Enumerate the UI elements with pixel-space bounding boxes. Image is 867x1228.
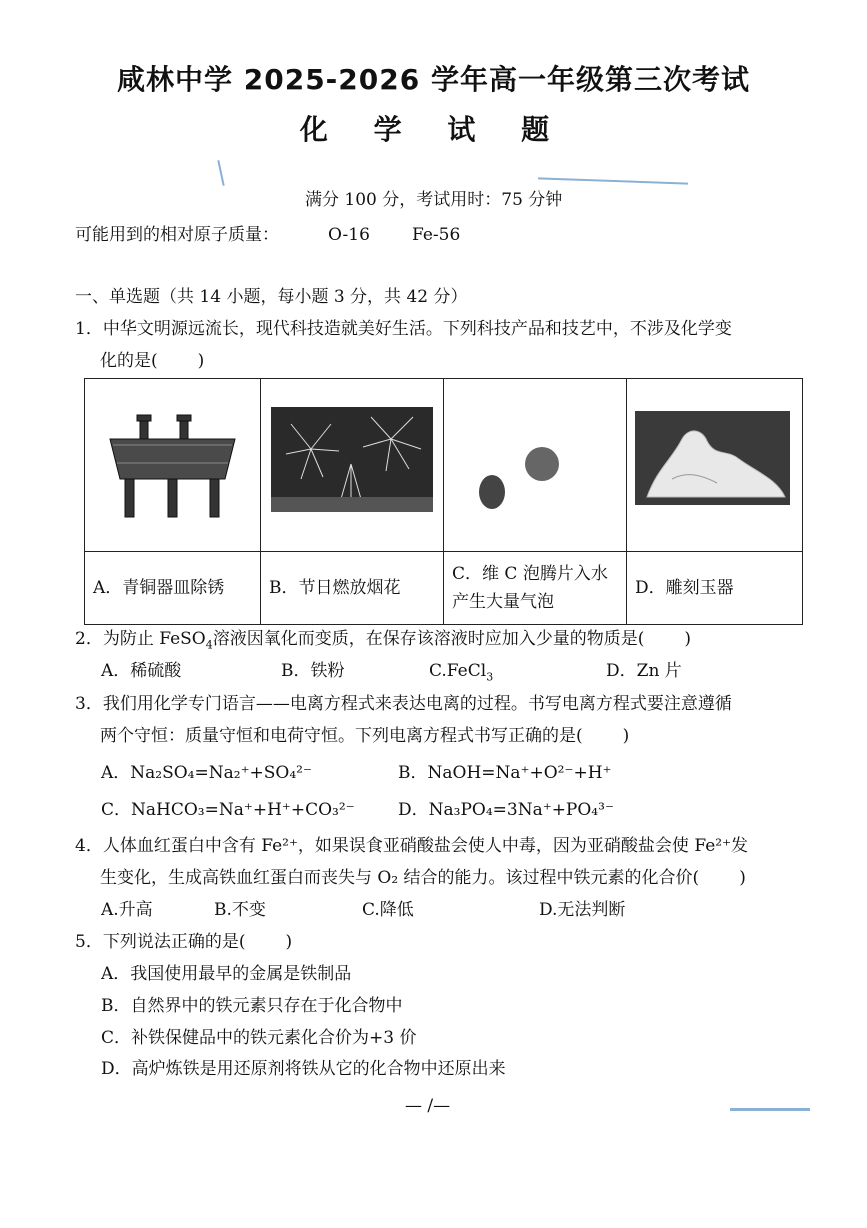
q1-option-b: B．节日燃放烟花 [261,552,444,625]
q1-image-d [627,379,803,552]
q1-stem-line1: 1．中华文明源远流长，现代科技造就美好生活。下列科技产品和技艺中，不涉及化学变 [75,319,732,339]
page-number: — /— [405,1096,451,1116]
scan-mark [217,160,224,186]
q1-image-b [261,379,444,552]
q4-stem-line2: 生变化，生成高铁血红蛋白而丧失与 O₂ 结合的能力。该过程中铁元素的化合价( ) [100,868,746,888]
atomic-mass-label: 可能用到的相对原子质量： [75,225,279,245]
q1-option-c: C．维 C 泡腾片入水产生大量气泡 [444,552,627,625]
q5-stem: 5．下列说法正确的是( ) [75,932,293,952]
bronze-ding-icon [85,379,260,547]
q1-image-a [85,379,261,552]
q3-stem-line1: 3．我们用化学专门语言——电离方程式来表达电离的过程。书写电离方程式要注意遵循 [75,694,732,714]
section-heading: 一、单选题（共 14 小题，每小题 3 分，共 42 分） [75,287,468,307]
q2-stem: 2．为防止 FeSO$_4$溶液因氧化而变质，在保存该溶液时应加入少量的物质是( ) [75,629,692,652]
q2-option-d: D．Zn 片 [606,661,682,681]
q4-stem-line1: 4．人体血红蛋白中含有 Fe²⁺，如果误食亚硝酸盐会使人中毒，因为亚硝酸盐会使 Fe²⁺发 [75,836,749,856]
q4-option-b: B.不变 [214,900,266,920]
q3-option-d: D．Na₃PO₄=3Na⁺+PO₄³⁻ [398,800,614,820]
q5-option-c: C．补铁保健品中的铁元素化合价为+3 价 [101,1028,417,1048]
jade-carving-icon [627,379,802,547]
q1-option-d: D．雕刻玉器 [627,552,803,625]
q1-image-c [444,379,627,552]
exam-title: 咸林中学 2025-2026 学年高一年级第三次考试 [117,63,750,96]
q1-stem-line2: 化的是( ) [100,351,205,371]
q1-option-a: A．青铜器皿除锈 [85,552,261,625]
q5-option-a: A．我国使用最早的金属是铁制品 [101,964,352,984]
q4-option-c: C.降低 [362,900,414,920]
q3-option-c: C．NaHCO₃=Na⁺+H⁺+CO₃²⁻ [101,800,355,820]
q2-option-c: C.FeCl$_3$ [429,661,494,684]
scan-mark [730,1108,810,1111]
effervescent-tablet-icon [444,379,626,547]
q4-option-a: A.升高 [101,900,153,920]
atomic-mass-fe: Fe-56 [412,225,461,245]
q4-option-d: D.无法判断 [539,900,626,920]
q1-options-table [84,378,803,625]
q5-option-d: D．高炉炼铁是用还原剂将铁从它的化合物中还原出来 [101,1059,506,1079]
fireworks-icon [261,379,443,547]
q3-option-a: A．Na₂SO₄=Na₂⁺+SO₄²⁻ [101,763,312,783]
q2-option-a: A．稀硫酸 [101,661,182,681]
exam-subtitle: 化 学 试 题 [299,113,568,146]
exam-info: 满分 100 分，考试用时：75 分钟 [305,190,563,210]
q3-stem-line2: 两个守恒：质量守恒和电荷守恒。下列电离方程式书写正确的是( ) [100,726,630,746]
scan-mark [538,177,688,184]
atomic-mass-o: O-16 [328,225,370,245]
q2-option-b: B．铁粉 [281,661,345,681]
q3-option-b: B．NaOH=Na⁺+O²⁻+H⁺ [398,763,612,783]
q5-option-b: B．自然界中的铁元素只存在于化合物中 [101,996,403,1016]
